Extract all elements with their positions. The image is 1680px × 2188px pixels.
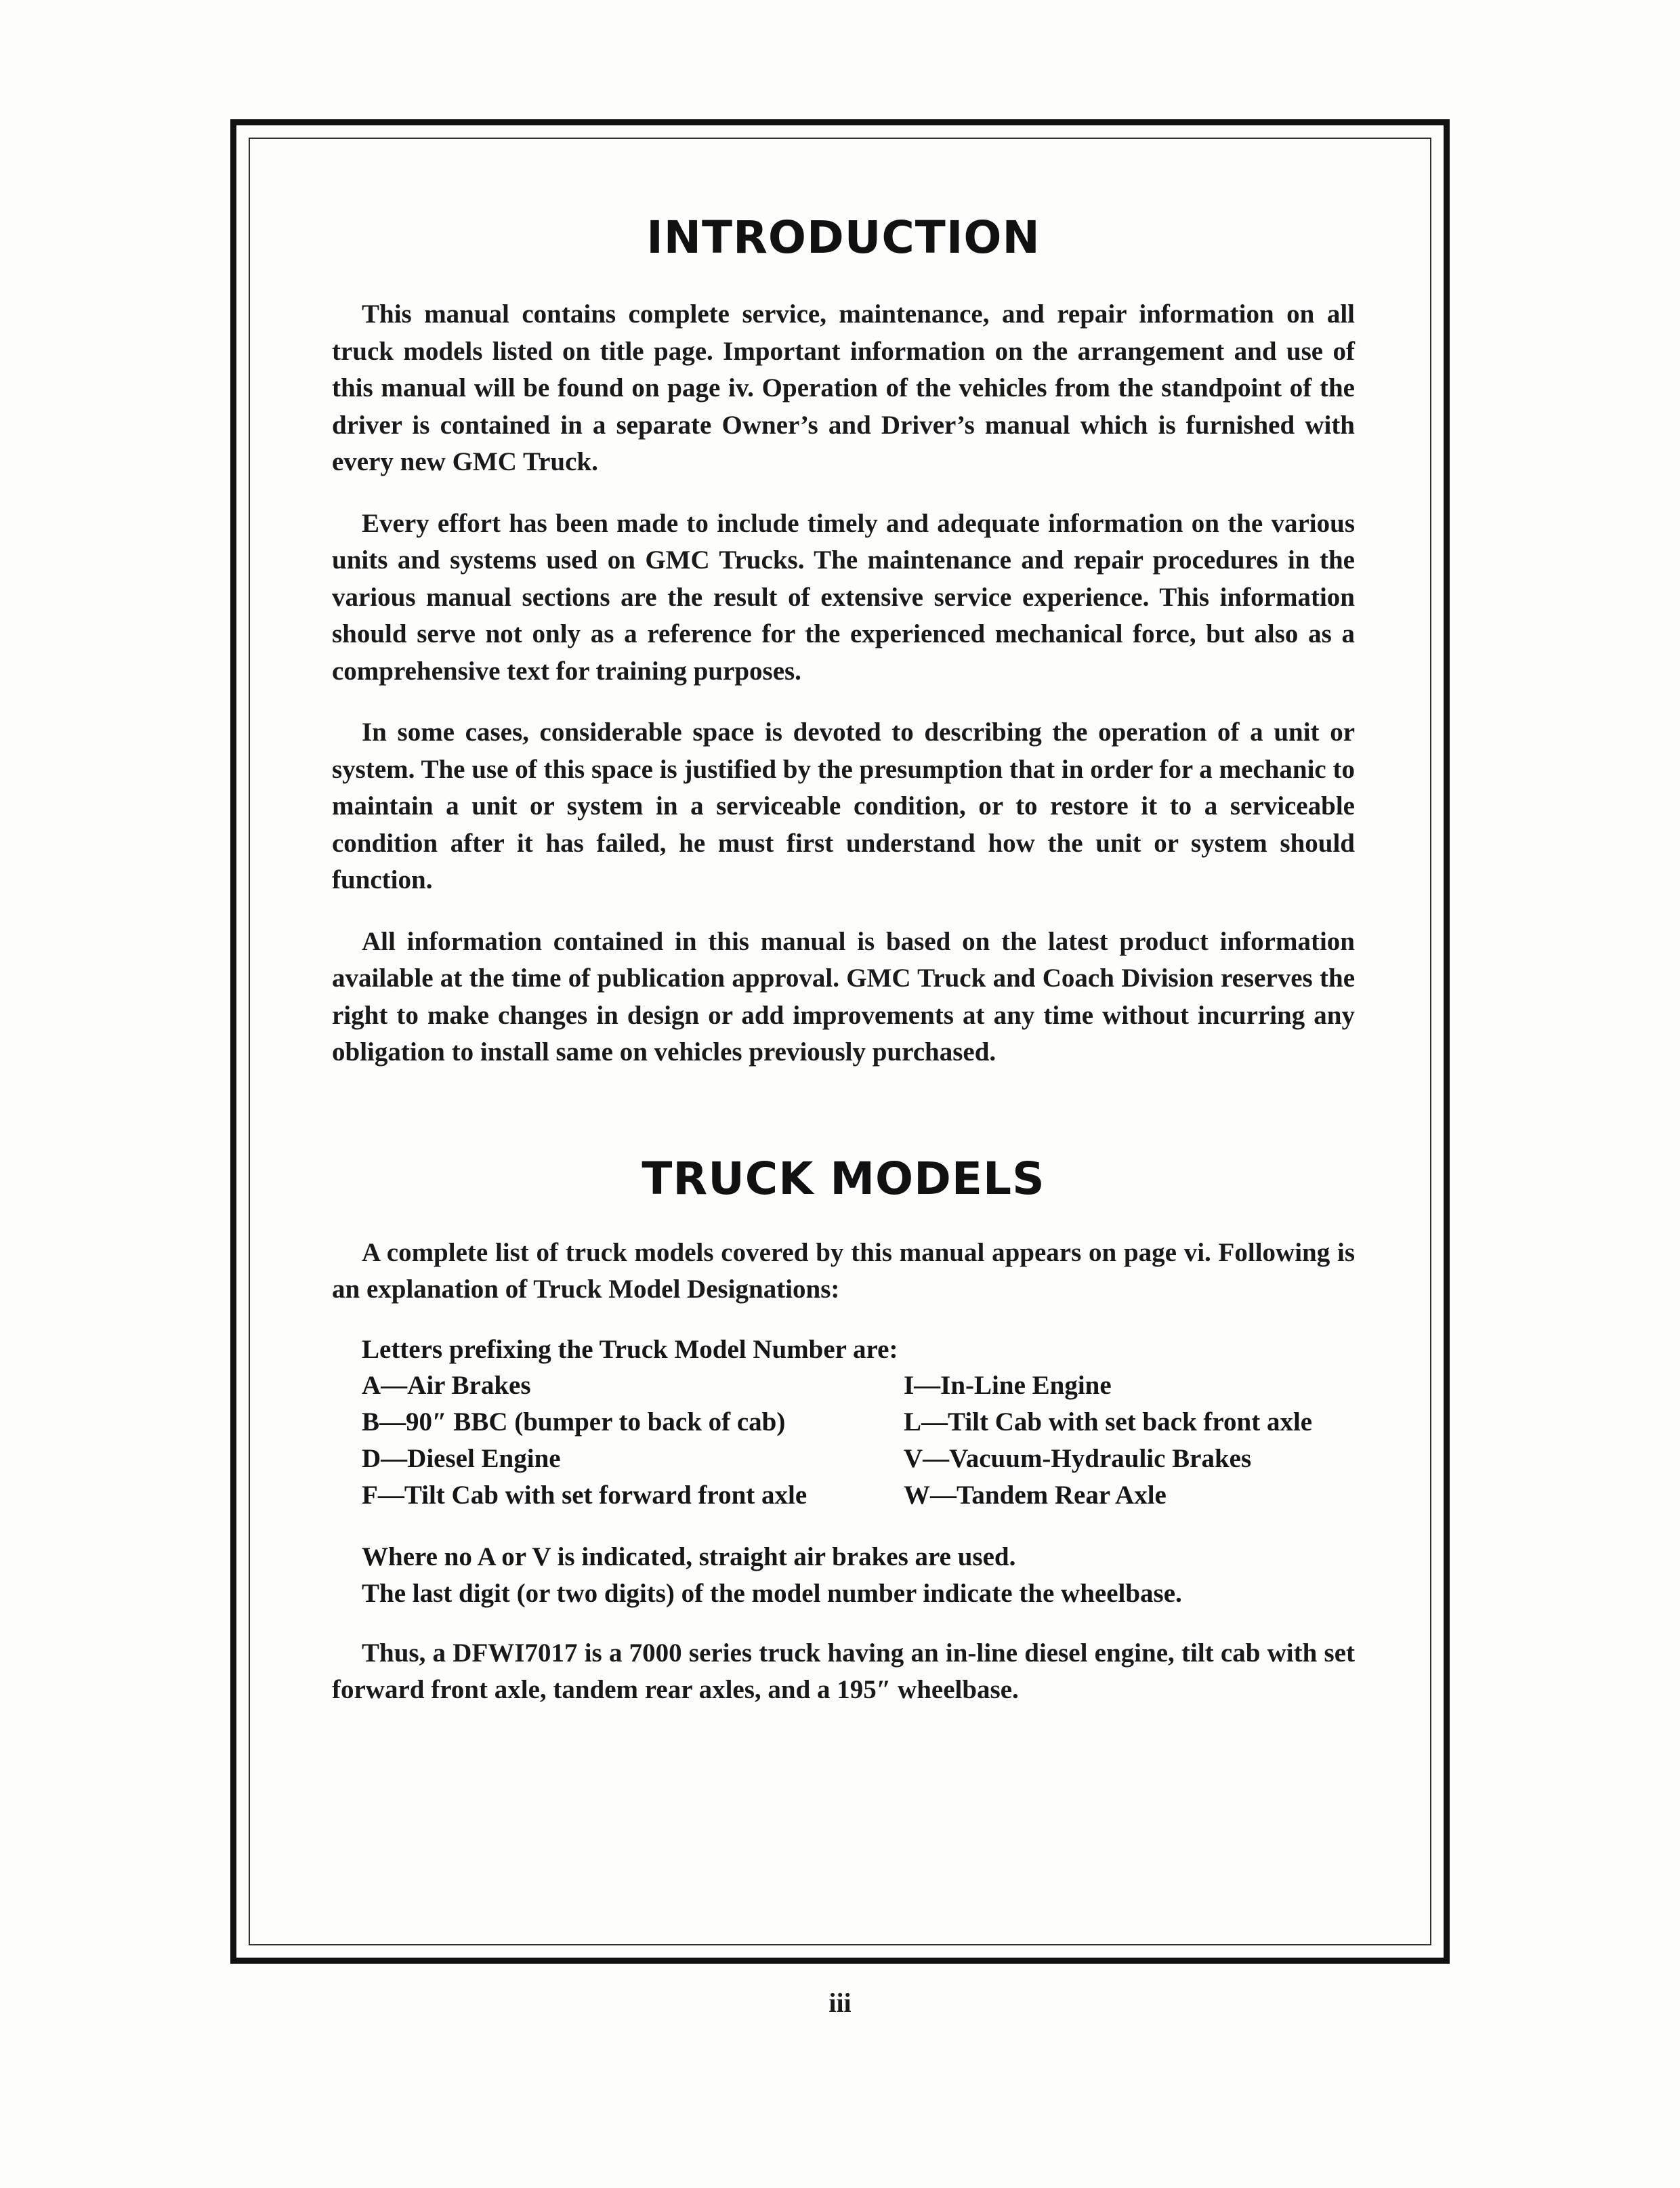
- intro-paragraph-2: Every effort has been made to include timely and adequate information on the various units and systems used on GMC Trucks. The maintenance and repair procedures in the various manual sections are the result of extensive service experience. This information should serve not only as a reference for the experienced mechanical force, but also as a comprehensive text for training purposes.: [332, 508, 1355, 686]
- prefix-item: F—Tilt Cab with set forward front axle: [362, 1480, 807, 1510]
- prefix-column-left: [362, 1369, 904, 1516]
- intro-paragraph-4: All information contained in this manual is based on the latest product information available at the time of publication approval. GMC Truck and Coach Division reserves the right to make changes in design or add improvements at any time without incurring any obligation to install same on vehicles previously purchased.: [332, 926, 1355, 1067]
- prefix-item: L—Tilt Cab with set back front axle: [904, 1407, 1313, 1437]
- prefix-item: V—Vacuum-Hydraulic Brakes: [904, 1443, 1252, 1473]
- prefix-list: [332, 1369, 1355, 1516]
- prefix-item: A—Air Brakes: [362, 1370, 531, 1400]
- page-number: iii: [828, 1987, 852, 2018]
- model-example-paragraph: Thus, a DFWI7017 is a 7000 series truck having an in-line diesel engine, tilt cab with set forward front axle, tandem rear axles, and a 195″ wheelbase.: [332, 1638, 1355, 1704]
- note-wheelbase: The last digit (or two digits) of the model number indicate the wheelbase.: [362, 1578, 1182, 1608]
- introduction-heading: INTRODUCTION: [646, 211, 1041, 264]
- page-content: [332, 203, 1355, 1733]
- prefix-list-heading: Letters prefixing the Truck Model Number are:: [362, 1334, 898, 1364]
- truck-models-heading: TRUCK MODELS: [642, 1152, 1045, 1205]
- prefix-item: I—In-Line Engine: [904, 1370, 1112, 1400]
- prefix-item: B—90″ BBC (bumper to back of cab): [362, 1407, 786, 1437]
- note-air-brakes: Where no A or V is indicated, straight air brakes are used.: [362, 1542, 1016, 1571]
- intro-paragraph-1: This manual contains complete service, maintenance, and repair information on all truck models listed on title page. Important information on the arrangement and use of this manual will be found on page iv. Operation of the vehicles from the standpoint of the driver is contained in a separate Owner’s and Driver’s manual which is furnished with every new GMC Truck.: [332, 300, 1355, 476]
- truck-models-intro: A complete list of truck models covered by this manual appears on page vi. Following is an explanation of Truck Model Designations:: [332, 1237, 1355, 1304]
- prefix-column-right: [904, 1369, 1351, 1516]
- prefix-item: D—Diesel Engine: [362, 1443, 561, 1473]
- prefix-item: W—Tandem Rear Axle: [904, 1480, 1167, 1510]
- intro-paragraph-3: In some cases, considerable space is devoted to describing the operation of a unit or system. The use of this space is justified by the presumption that in order for a mechanic to maintain a unit or system in a serviceable condition, or to restore it to a serviceable condition after it has failed, he must first understand how the unit or system should function.: [332, 718, 1355, 894]
